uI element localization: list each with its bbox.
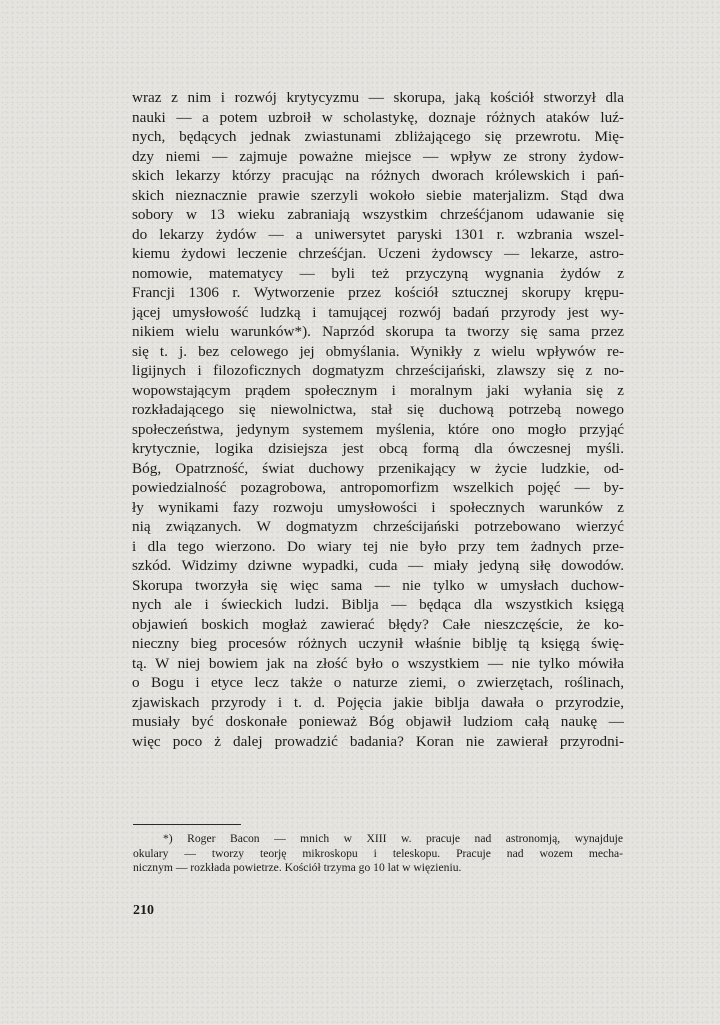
text-line: Francji 1306 r. Wytworzenie przez kościół sztucznej skorupy krępu-: [132, 284, 624, 301]
text-line: nauki — a potem uzbroił w scholastykę, doznaje różnych ataków luź-: [132, 108, 624, 126]
text-line: tą. W niej bowiem jak na złość było o wszystkiem — nie tylko mówiła: [132, 654, 624, 672]
body-text: [132, 88, 624, 751]
text-line: Skorupa tworzyła się więc sama — nie tylko w umysłach duchow-: [132, 576, 624, 594]
text-line: krytycznie, logika dzisiejsza jest obcą formą dla ówczesnej myśli.: [132, 440, 624, 457]
text-line: się t. j. bez celowego jej obmyślania. Wynikły z wielu wpływów re-: [132, 342, 624, 360]
text-line: sobory w 13 wieku zabraniają wszystkim chrześćjanom udawanie się: [132, 206, 624, 223]
footnote-line: okulary — tworzy teorję mikroskopu i teleskopu. Pracuje nad wozem mecha-: [133, 846, 623, 860]
text-line: nią związanych. W dogmatyzm chrześcijański potrzebowano wierzyć: [132, 518, 624, 535]
text-line: nieczny bieg procesów różnych uczynił właśnie biblję tą księgą świę-: [132, 635, 624, 652]
text-line: wraz z nim i rozwój krytycyzmu — skorupa, jaką kościół stworzył dla: [132, 89, 624, 106]
text-line: skich lekarzy którzy pracując na różnych dworach królewskich i pań-: [132, 167, 624, 184]
text-line: powiedzialność pozagrobowa, antropomorfizm wszelkich pojęć — by-: [132, 479, 624, 496]
footnote-line: nicznym — rozkłada powietrze. Kościół trzyma go 10 lat w więzieniu.: [133, 861, 462, 874]
text-line: ły wynikami fazy rozwoju umysłowości i społecznych warunków z: [132, 498, 624, 516]
text-line: i dla tego wierzono. Do wiary tej nie było przy tem żadnych prze-: [132, 537, 624, 555]
text-line: skich nieznacznie prawie szerzyli wokoło siebie materjalizm. Stąd dwa: [132, 186, 624, 204]
text-line: dzy niemi — zajmuje poważne miejsce — wpływ ze strony żydow-: [132, 147, 624, 165]
text-line: społeczeństwa, jedynym systemem myślenia, które ono mogło przyjąć: [132, 420, 624, 438]
text-line: ligijnych i filozoficznych dogmatyzm chrześcijański, zlawszy się z no-: [132, 362, 624, 379]
text-line: o Bogu i etyce lecz także o naturze ziemi, o zwierzętach, roślinach,: [132, 674, 624, 691]
text-line: kiemu żydowi leczenie chrześćjan. Uczeni żydowscy — lekarze, astro-: [132, 245, 624, 262]
text-line: jącej umysłowość ludzką i tamującej rozwój badań przyrody jest wy-: [132, 303, 624, 321]
text-line: wopowstającym prądem społecznym i moralnym jaki wyłania się z: [132, 381, 624, 399]
text-line: musiały być doskonałe ponieważ Bóg objawił ludziom całą naukę —: [132, 713, 624, 730]
text-line: Bóg, Opatrzność, świat duchowy przenikający w życie ludzkie, od-: [132, 459, 624, 477]
footnote: [133, 832, 623, 876]
text-line: nomowie, matematycy — byli też przyczyną wygnania żydów z: [132, 264, 624, 282]
text-line: nikiem wielu warunków*). Naprzód skorupa ta tworzy się sama przez: [132, 323, 624, 340]
text-line: więc poco ż dalej prowadzić badania? Koran nie zawierał przyrodni-: [132, 732, 624, 750]
page-number: 210: [133, 903, 154, 918]
text-line: zjawiskach przyrody i t. d. Pojęcia jakie biblja dawała o przyrodzie,: [132, 693, 624, 711]
text-line: nych ale i świeckich ludzi. Biblja — będąca dla wszystkich księgą: [132, 596, 624, 613]
text-line: nych, będących jednak zwiastunami zbliżającego się przewrotu. Mię-: [132, 128, 624, 145]
text-line: objawień boskich mogłaż zawierać błędy? Całe nieszczęście, że ko-: [132, 615, 624, 633]
text-line: rozkładającego się niewolnictwa, stał się duchową potrzebą nowego: [132, 401, 624, 418]
footnote-separator: [133, 824, 241, 825]
text-line: do lekarzy żydów — a uniwersytet paryski 1301 r. wzbrania wszel-: [132, 225, 624, 243]
text-line: szkód. Widzimy dziwne wypadki, cuda — miały jedyną siłę dowodów.: [132, 557, 624, 574]
footnote-line: *) Roger Bacon — mnich w XIII w. pracuje nad astronomją, wynajduje: [163, 832, 623, 845]
